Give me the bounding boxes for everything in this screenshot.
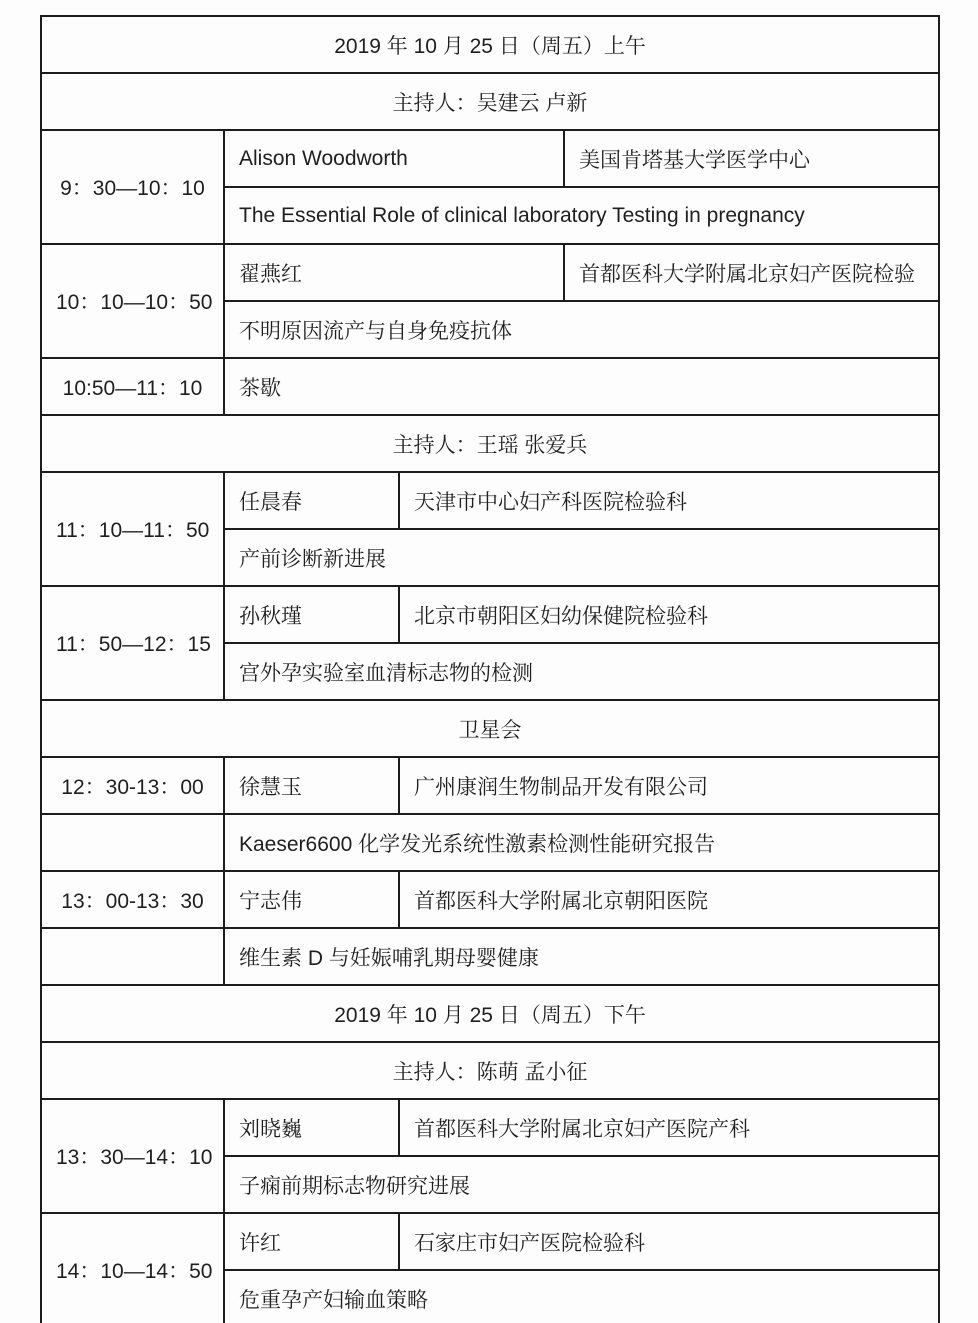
time-cell: 11：10—11：50 [41, 472, 224, 586]
table-row [41, 1213, 939, 1270]
table-row [41, 358, 939, 415]
speaker-cell: Alison Woodworth [224, 130, 564, 187]
time-cell: 13：00-13：30 [41, 871, 224, 928]
table-row [41, 472, 939, 529]
speaker-cell: 宁志伟 [224, 871, 399, 928]
table-row [41, 1099, 939, 1156]
table-row [41, 1042, 939, 1099]
conference-schedule-table [40, 15, 940, 1323]
table-row [41, 415, 939, 472]
host-row-pm: 主持人：陈萌 孟小征 [41, 1042, 939, 1099]
time-cell: 13：30—14：10 [41, 1099, 224, 1213]
time-cell: 10：10—10：50 [41, 244, 224, 358]
table-row [41, 757, 939, 814]
table-row [41, 16, 939, 73]
speaker-cell: 任晨春 [224, 472, 399, 529]
host-row-am2: 主持人：王瑶 张爱兵 [41, 415, 939, 472]
table-row [41, 700, 939, 757]
talk-title-cell: 危重孕产妇输血策略 [224, 1270, 939, 1323]
talk-title-cell: 维生素 D 与妊娠哺乳期母婴健康 [224, 928, 939, 985]
affiliation-cell: 石家庄市妇产医院检验科 [399, 1213, 939, 1270]
speaker-cell: 许红 [224, 1213, 399, 1270]
time-cell: 14：10—14：50 [41, 1213, 224, 1323]
satellite-header: 卫星会 [41, 700, 939, 757]
time-cell: 11：50—12：15 [41, 586, 224, 700]
table-row [41, 130, 939, 187]
affiliation-cell: 北京市朝阳区妇幼保健院检验科 [399, 586, 939, 643]
affiliation-cell: 美国肯塔基大学医学中心 [564, 130, 939, 187]
talk-title-cell: The Essential Role of clinical laboratory Testing in pregnancy [224, 187, 939, 244]
table-row [41, 985, 939, 1042]
table-row [41, 928, 939, 985]
affiliation-cell: 首都医科大学附属北京妇产医院产科 [399, 1099, 939, 1156]
table-row [41, 871, 939, 928]
table-row [41, 586, 939, 643]
affiliation-cell: 首都医科大学附属北京妇产医院检验 [564, 244, 939, 301]
break-cell: 茶歇 [224, 358, 939, 415]
affiliation-cell: 首都医科大学附属北京朝阳医院 [399, 871, 939, 928]
table-row [41, 244, 939, 301]
talk-title-cell: 宫外孕实验室血清标志物的检测 [224, 643, 939, 700]
table-row [41, 814, 939, 871]
speaker-cell: 孙秋瑾 [224, 586, 399, 643]
speaker-cell: 翟燕红 [224, 244, 564, 301]
time-cell: 10:50—11：10 [41, 358, 224, 415]
empty-time-cell [41, 928, 224, 985]
table-row [41, 73, 939, 130]
speaker-cell: 刘晓巍 [224, 1099, 399, 1156]
empty-time-cell [41, 814, 224, 871]
affiliation-cell: 天津市中心妇产科医院检验科 [399, 472, 939, 529]
host-row-am1: 主持人：吴建云 卢新 [41, 73, 939, 130]
talk-title-cell: 子痫前期标志物研究进展 [224, 1156, 939, 1213]
affiliation-cell: 广州康润生物制品开发有限公司 [399, 757, 939, 814]
talk-title-cell: 产前诊断新进展 [224, 529, 939, 586]
time-cell: 9：30—10：10 [41, 130, 224, 244]
date-header-pm: 2019 年 10 月 25 日（周五）下午 [41, 985, 939, 1042]
talk-title-cell: Kaeser6600 化学发光系统性激素检测性能研究报告 [224, 814, 939, 871]
talk-title-cell: 不明原因流产与自身免疫抗体 [224, 301, 939, 358]
speaker-cell: 徐慧玉 [224, 757, 399, 814]
date-header-am: 2019 年 10 月 25 日（周五）上午 [41, 16, 939, 73]
time-cell: 12：30-13：00 [41, 757, 224, 814]
